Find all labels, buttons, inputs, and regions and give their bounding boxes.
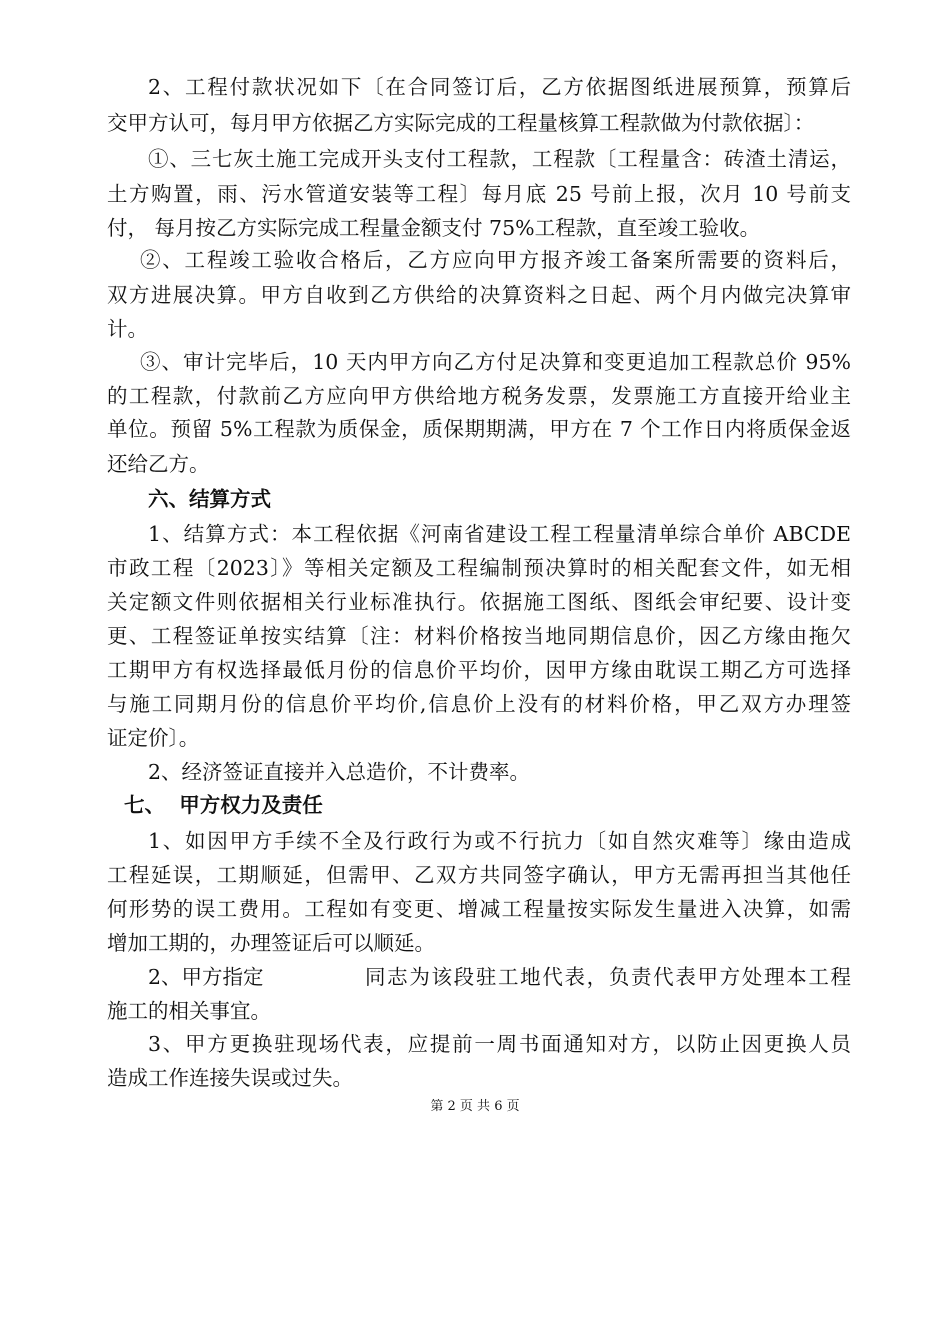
paragraph-line: 市政工程〔2023〕》等相关定额及工程编制预决算时的相关配套文件，如无相	[107, 556, 851, 580]
paragraph-line: 3、甲方更换驻现场代表，应提前一周书面通知对方，以防止因更换人员	[148, 1032, 851, 1056]
page-footer	[0, 1098, 950, 1116]
paragraph-line: 工程延误，工期顺延，但需甲、乙双方共同签字确认，甲方无需再担当其他任	[107, 863, 851, 887]
paragraph-line: 证定价〕。	[107, 726, 200, 750]
paragraph-line-start: 2、甲方指定	[148, 965, 264, 989]
paragraph-line: 2、工程付款状况如下〔在合同签订后，乙方依据图纸进展预算，预算后	[148, 75, 851, 99]
paragraph-line: 工期甲方有权选择最低月份的信息价平均价，因甲方缘由耽误工期乙方可选择	[107, 658, 851, 682]
paragraph-line: 土方购置，雨、污水管道安装等工程〕每月底 25 号前上报，次月 10 号前支	[107, 182, 851, 206]
paragraph-line: 更、工程签证单按实结算〔注：材料价格按当地同期信息价，因乙方缘由拖欠	[107, 624, 851, 648]
paragraph-line: 付， 每月按乙方实际完成工程量金额支付 75%工程款，直至竣工验收。	[107, 216, 761, 240]
section-heading: 七、 甲方权力及责任	[124, 793, 323, 817]
paragraph-line: 造成工作连接失误或过失。	[107, 1066, 353, 1090]
paragraph-line: 施工的相关事宜。	[107, 999, 271, 1023]
paragraph-line: 单位。预留 5%工程款为质保金，质保期期满，甲方在 7 个工作日内将质保金返	[107, 417, 851, 441]
paragraph-line: 2、经济签证直接并入总造价，不计费率。	[148, 760, 531, 784]
page-number: 第 2 页 共 6 页	[430, 1099, 520, 1114]
paragraph-line: 交甲方认可，每月甲方依据乙方实际完成的工程量核算工程款做为付款依据〕：	[107, 111, 815, 135]
paragraph-line: ②、工程竣工验收合格后，乙方应向甲方报齐竣工备案所需要的资料后，	[140, 248, 851, 272]
paragraph-line: ③、审计完毕后，10 天内甲方向乙方付足决算和变更追加工程款总价 95%	[140, 350, 851, 374]
paragraph-line: 增加工期的，办理签证后可以顺延。	[107, 931, 435, 955]
paragraph-line: ①、三七灰土施工完成开头支付工程款，工程款〔工程量含：砖渣土清运，	[148, 147, 851, 171]
paragraph-line: 关定额文件则依据相关行业标准执行。依据施工图纸、图纸会审纪要、设计变	[107, 590, 851, 614]
paragraph-line: 1、结算方式：本工程依据《河南省建设工程工程量清单综合单价 ABCDE	[148, 522, 851, 546]
paragraph-line: 还给乙方。	[107, 452, 210, 476]
paragraph-line: 何形势的误工费用。工程如有变更、增减工程量按实际发生量进入决算，如需	[107, 897, 851, 921]
paragraph-line: 1、如因甲方手续不全及行政行为或不行抗力〔如自然灾难等〕缘由造成	[148, 829, 851, 853]
paragraph-line-rest: 同志为该段驻工地代表，负责代表甲方处理本工程	[365, 965, 851, 989]
paragraph-line: 计。	[107, 317, 148, 341]
section-heading: 六、结算方式	[148, 487, 271, 511]
paragraph-line: 与施工同期月份的信息价平均价,信息价上没有的材料价格，甲乙双方办理签	[107, 692, 851, 716]
paragraph-line: 的工程款，付款前乙方应向甲方供给地方税务发票，发票施工方直接开给业主	[107, 384, 851, 408]
paragraph-line: 双方进展决算。甲方自收到乙方供给的决算资料之日起、两个月内做完决算审	[107, 283, 851, 307]
